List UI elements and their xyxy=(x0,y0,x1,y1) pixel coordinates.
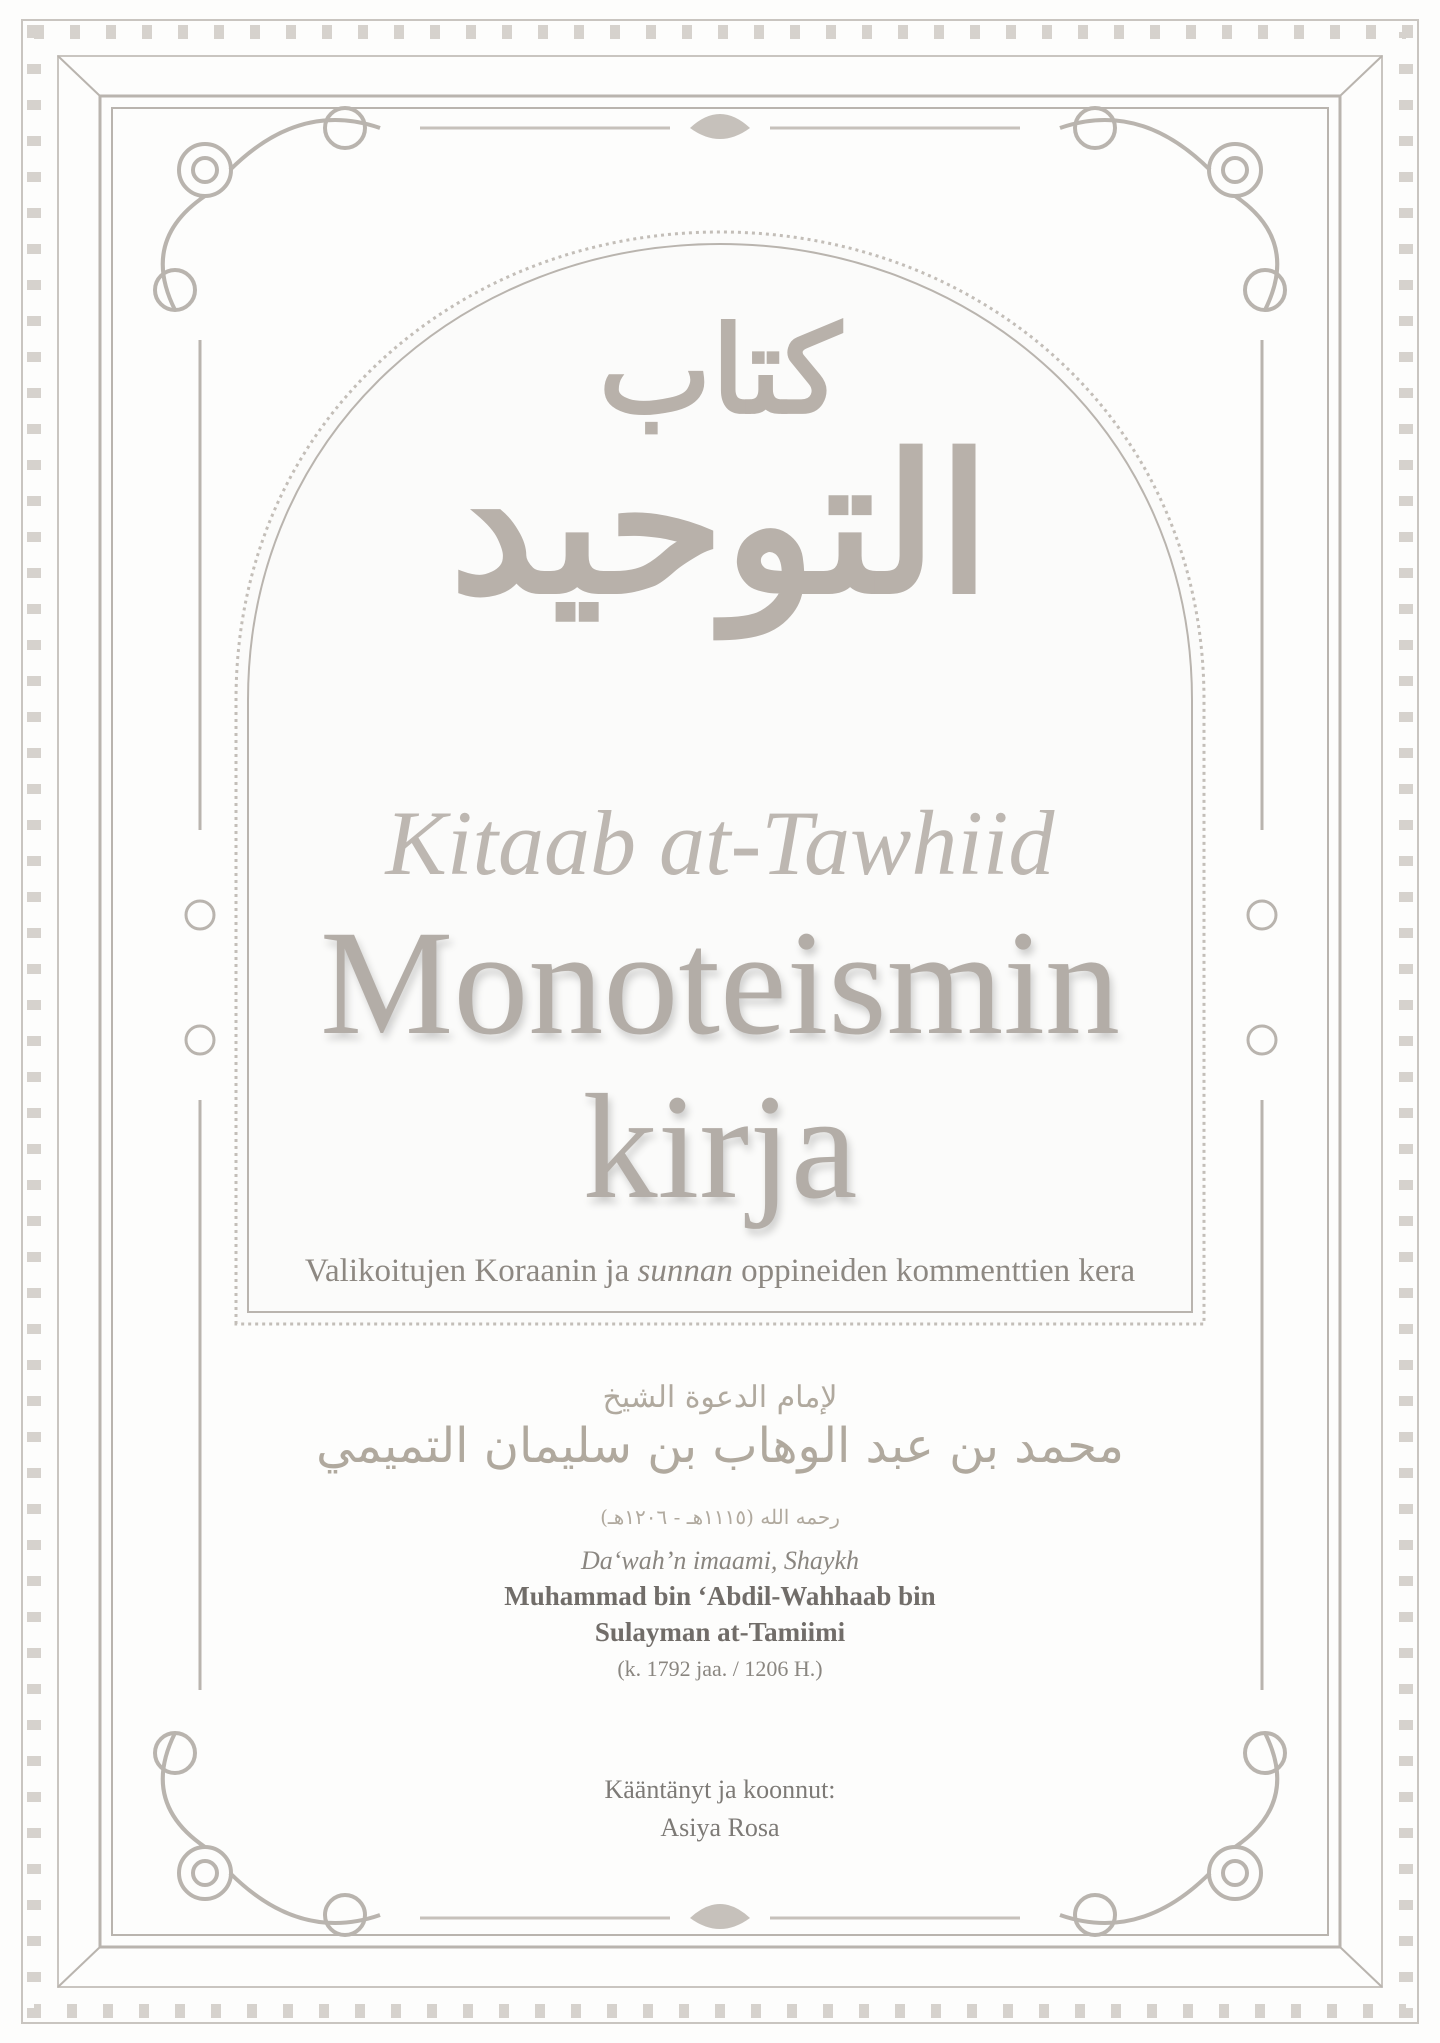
subtitle-part-1: Valikoitujen Koraanin ja xyxy=(304,1253,638,1289)
author-years: (k. 1792 jaa. / 1206 H.) xyxy=(617,1656,823,1681)
transliterated-title: Kitaab at-Tawhiid xyxy=(385,792,1055,894)
arabic-author-dates: رحمه الله (١١١٥هـ - ١٢٠٦هـ) xyxy=(600,1505,840,1529)
translator-label: Kääntänyt ja koonnut: xyxy=(604,1775,836,1804)
corner-ornament-top-right xyxy=(1060,108,1285,310)
subtitle-part-2: oppineiden kommenttien kera xyxy=(732,1253,1136,1289)
bottom-center-motif xyxy=(420,1904,1020,1929)
arabic-author-name: محمد بن عبد الوهاب بن سليمان التميمي xyxy=(316,1418,1124,1474)
author-name-line-1: Muhammad bin ‘Abdil-Wahhaab bin xyxy=(504,1581,936,1611)
arabic-title-kitab: كتاب xyxy=(598,300,842,441)
arabic-title-tawhid: التوحيد xyxy=(449,413,991,636)
corner-ornament-top-left xyxy=(155,108,380,310)
top-center-motif xyxy=(420,114,1020,139)
translator-name: Asiya Rosa xyxy=(660,1813,780,1842)
author-role: Da‘wah’n imaami, Shaykh xyxy=(580,1546,859,1575)
main-title-line-1: Monoteismin xyxy=(319,900,1121,1066)
subtitle-italic-sunnan: sunnan xyxy=(637,1253,733,1289)
arabic-author-title: لإمام الدعوة الشيخ xyxy=(602,1380,838,1415)
main-title-line-2: kirja xyxy=(582,1064,858,1230)
subtitle xyxy=(0,1253,1440,1290)
author-name-line-2: Sulayman at-Tamiimi xyxy=(594,1617,846,1647)
